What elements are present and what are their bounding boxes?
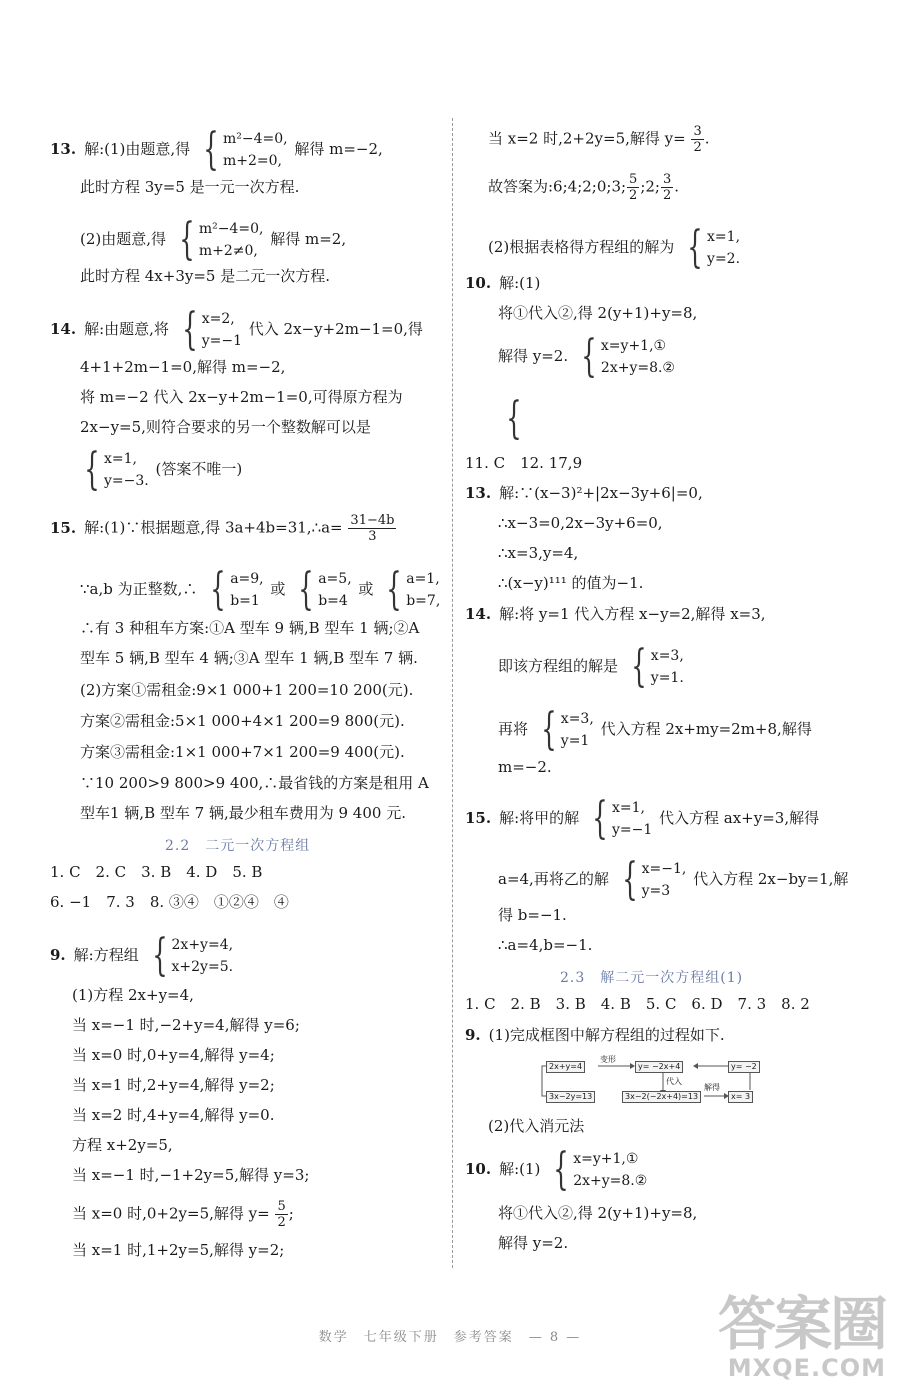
r-q10b-line2: 将①代入②,得 2(y+1)+y=8, bbox=[498, 1204, 698, 1222]
r-line3: (2)根据表格得方程组的解为 { x=1, y=2. bbox=[488, 222, 741, 273]
q9-fraction: $\frac{5}{2}$ bbox=[277, 1199, 286, 1230]
r-q10-line3: 解得 y=2. { x=y+1,① 2x+y=8.② bbox=[498, 331, 675, 382]
q9-line6: 当 x=2 时,4+y=4,解得 y=0. bbox=[72, 1106, 275, 1124]
q9-line9: 当 x=0 时,0+2y=5,解得 y= $\frac{5}{2}$ ; bbox=[72, 1199, 294, 1230]
q13-system1: { m²−4=0, m+2=0, bbox=[203, 124, 288, 175]
q15-line6: 方案②需租金:5×1 000+4×1 200=9 800(元). bbox=[80, 712, 405, 730]
r-q13-line2: ∴x−3=0,2x−3y+6=0, bbox=[498, 514, 663, 532]
q9-line7: 方程 x+2y=5, bbox=[72, 1136, 173, 1154]
r-q13-line4: ∴(x−y)¹¹¹ 的值为−1. bbox=[498, 574, 644, 592]
answers-6-8: 6. −1 7. 3 8. ③④ ①②④ ④ bbox=[50, 893, 289, 911]
r-fraction1: $\frac{3}{2}$ bbox=[693, 124, 702, 155]
section-title-2-2: 2.2 二元一次方程组 bbox=[165, 838, 311, 854]
r-q10b-line1: 10. 解:(1) { x=y+1,① 2x+y=8.② bbox=[465, 1144, 648, 1195]
r-q15-line3: 得 b=−1. bbox=[498, 906, 567, 924]
answers-11-12: 11. C 12. 17,9 bbox=[465, 454, 583, 472]
q9-line5: 当 x=1 时,2+y=4,解得 y=2; bbox=[72, 1076, 275, 1094]
r-q10-line4 bbox=[498, 393, 528, 444]
r-q10-system1: { x=y+1,① 2x+y=8.② bbox=[581, 331, 675, 382]
flow-box-y-expr: y= −2x+4 bbox=[635, 1061, 683, 1073]
r-system1: { x=1, y=2. bbox=[687, 222, 741, 273]
flow-label-solve: 解得 bbox=[704, 1083, 720, 1092]
r-line1: 当 x=2 时,2+2y=5,解得 y= $\frac{3}{2}$ . bbox=[488, 124, 710, 155]
q9-line8: 当 x=−1 时,−1+2y=5,解得 y=3; bbox=[72, 1166, 310, 1184]
q13-line1: 13. 解:(1)由题意,得 { m²−4=0, m+2=0, 解得 m=−2, bbox=[50, 124, 383, 175]
q13-line2: 此时方程 3y=5 是一元一次方程. bbox=[80, 178, 300, 196]
q15-system2: { a=5, b=4 bbox=[298, 564, 352, 615]
q13-line4: 此时方程 4x+3y=5 是二元一次方程. bbox=[80, 267, 331, 285]
r-q15-line4: ∴a=4,b=−1. bbox=[498, 936, 593, 954]
q9-line4: 当 x=0 时,0+y=4,解得 y=4; bbox=[72, 1046, 275, 1064]
r-fraction3: $\frac{3}{2}$ bbox=[662, 172, 672, 203]
flow-box-eq2: 3x−2y=13 bbox=[546, 1091, 595, 1103]
q9-line2: (1)方程 2x+y=4, bbox=[72, 986, 194, 1004]
r-q10b-line3: 解得 y=2. bbox=[498, 1234, 569, 1252]
r-q15-line1: 15. 解:将甲的解 { x=1, y=−1 代入方程 ax+y=3,解得 bbox=[465, 793, 820, 844]
r-q14-line4: m=−2. bbox=[498, 758, 552, 776]
r-q9-line2: (2)代入消元法 bbox=[488, 1117, 585, 1135]
q15-line8: ∵10 200>9 800>9 400,∴最省钱的方案是租用 A bbox=[80, 774, 429, 792]
q15-line9: 型车1 辆,B 型车 7 辆,最少租车费用为 9 400 元. bbox=[80, 804, 406, 822]
q14-line4: 2x−y=5,则符合要求的另一个整数解可以是 bbox=[80, 418, 371, 436]
q15-system1: { a=9, b=1 bbox=[210, 564, 264, 615]
r-q14-line2: 即该方程组的解是 { x=3, y=1. bbox=[498, 641, 684, 692]
r-q15-system1: { x=1, y=−1 bbox=[592, 793, 653, 844]
r-q15-system2: { x=−1, y=3 bbox=[621, 854, 687, 905]
flow-box-x-result: x= 3 bbox=[728, 1091, 753, 1103]
r-fraction2: $\frac{5}{2}$ bbox=[629, 172, 638, 203]
q14-system2: { x=1, y=−3. bbox=[84, 444, 149, 495]
q15-line7: 方案③需租金:1×1 000+7×1 200=9 400(元). bbox=[80, 743, 405, 761]
flow-label-substitute: 代入 bbox=[666, 1077, 682, 1086]
r-line2: 故答案为:6;4;2;0;3; $\frac{5}{2}$ ;2; $\frac{3}{2}$ . bbox=[488, 172, 680, 203]
q15-line4: 型车 5 辆,B 型车 4 辆;③A 型车 1 辆,B 型车 7 辆. bbox=[80, 649, 418, 667]
q14-line5: { x=1, y=−3. (答案不唯一) bbox=[76, 448, 242, 492]
q9-line10: 当 x=1 时,1+2y=5,解得 y=2; bbox=[72, 1241, 285, 1259]
q9-system: { 2x+y=4, x+2y=5. bbox=[151, 930, 234, 981]
column-divider bbox=[452, 118, 453, 1268]
r-q14-line1: 14. 解:将 y=1 代入方程 x−y=2,解得 x=3, bbox=[465, 605, 766, 623]
answers-2-3-1-8: 1. C 2. B 3. B 4. B 5. C 6. D 7. 3 8. 2 bbox=[465, 995, 810, 1013]
q13-system2: { m²−4=0, m+2≠0, bbox=[179, 214, 264, 265]
q13-line3: (2)由题意,得 { m²−4=0, m+2≠0, 解得 m=2, bbox=[80, 214, 347, 265]
q14-line1: 14. 解:由题意,将 { x=2, y=−1 代入 2x−y+2m−1=0,得 bbox=[50, 304, 423, 355]
q15-line5: (2)方案①需租金:9×1 000+1 200=10 200(元). bbox=[80, 681, 414, 699]
flow-box-substituted: 3x−2(−2x+4)=13 bbox=[622, 1091, 701, 1103]
watermark-logo: 答案圈 MXQE.COM bbox=[717, 1290, 886, 1382]
flow-label-transform: 变形 bbox=[600, 1055, 616, 1064]
q15-line2: ∵a,b 为正整数,∴ { a=9, b=1 或 { a=5, b=4 或 { a=1, b=7, bbox=[80, 564, 441, 615]
page-footer: 数学 七年级下册 参考答案 — 8 — bbox=[318, 1330, 582, 1345]
q15-line3: ∴有 3 种租车方案:①A 型车 9 辆,B 型车 1 辆;②A bbox=[80, 619, 420, 637]
r-q10b-system: { x=y+1,① 2x+y=8.② bbox=[553, 1144, 648, 1195]
q9-line3: 当 x=−1 时,−2+y=4,解得 y=6; bbox=[72, 1016, 300, 1034]
r-q13-line1: 13. 解:∵(x−3)²+|2x−3y+6|=0, bbox=[465, 484, 703, 502]
section-title-2-3: 2.3 解二元一次方程组(1) bbox=[560, 970, 744, 986]
q14-system1: { x=2, y=−1 bbox=[182, 304, 242, 355]
q15-line1: 15. 解:(1)∵根据题意,得 3a+4b=31,∴a= $\frac{31-4b}{3}$ bbox=[50, 513, 395, 544]
r-q10-line1: 10. 解:(1) bbox=[465, 274, 541, 292]
flow-box-eq1: 2x+y=4 bbox=[546, 1061, 585, 1073]
flowchart bbox=[538, 1055, 768, 1108]
answers-1-5: 1. C 2. C 3. B 4. D 5. B bbox=[50, 863, 263, 881]
r-q13-line3: ∴x=3,y=4, bbox=[498, 544, 579, 562]
q15-fraction: $\frac{31-4b}{3}$ bbox=[350, 513, 395, 544]
r-q14-system2: { x=3, y=1 bbox=[541, 704, 594, 755]
r-q10-line2: 将①代入②,得 2(y+1)+y=8, bbox=[498, 304, 698, 322]
r-q9-line1: 9. (1)完成框图中解方程组的过程如下. bbox=[465, 1026, 725, 1044]
q14-line2: 4+1+2m−1=0,解得 m=−2, bbox=[80, 358, 286, 376]
flow-box-y-result: y= −2 bbox=[728, 1061, 760, 1073]
r-q10-system2: { bbox=[506, 393, 522, 444]
r-q14-line3: 再将 { x=3, y=1 代入方程 2x+my=2m+8,解得 bbox=[498, 704, 812, 755]
q9-line1: 9. 解:方程组 { 2x+y=4, x+2y=5. bbox=[50, 930, 234, 981]
r-q14-system1: { x=3, y=1. bbox=[631, 641, 684, 692]
q14-line3: 将 m=−2 代入 2x−y+2m−1=0,可得原方程为 bbox=[80, 388, 403, 406]
q15-system3: { a=1, b=7, bbox=[386, 564, 441, 615]
r-q15-line2: a=4,再将乙的解 { x=−1, y=3 代入方程 2x−by=1,解 bbox=[498, 854, 849, 905]
